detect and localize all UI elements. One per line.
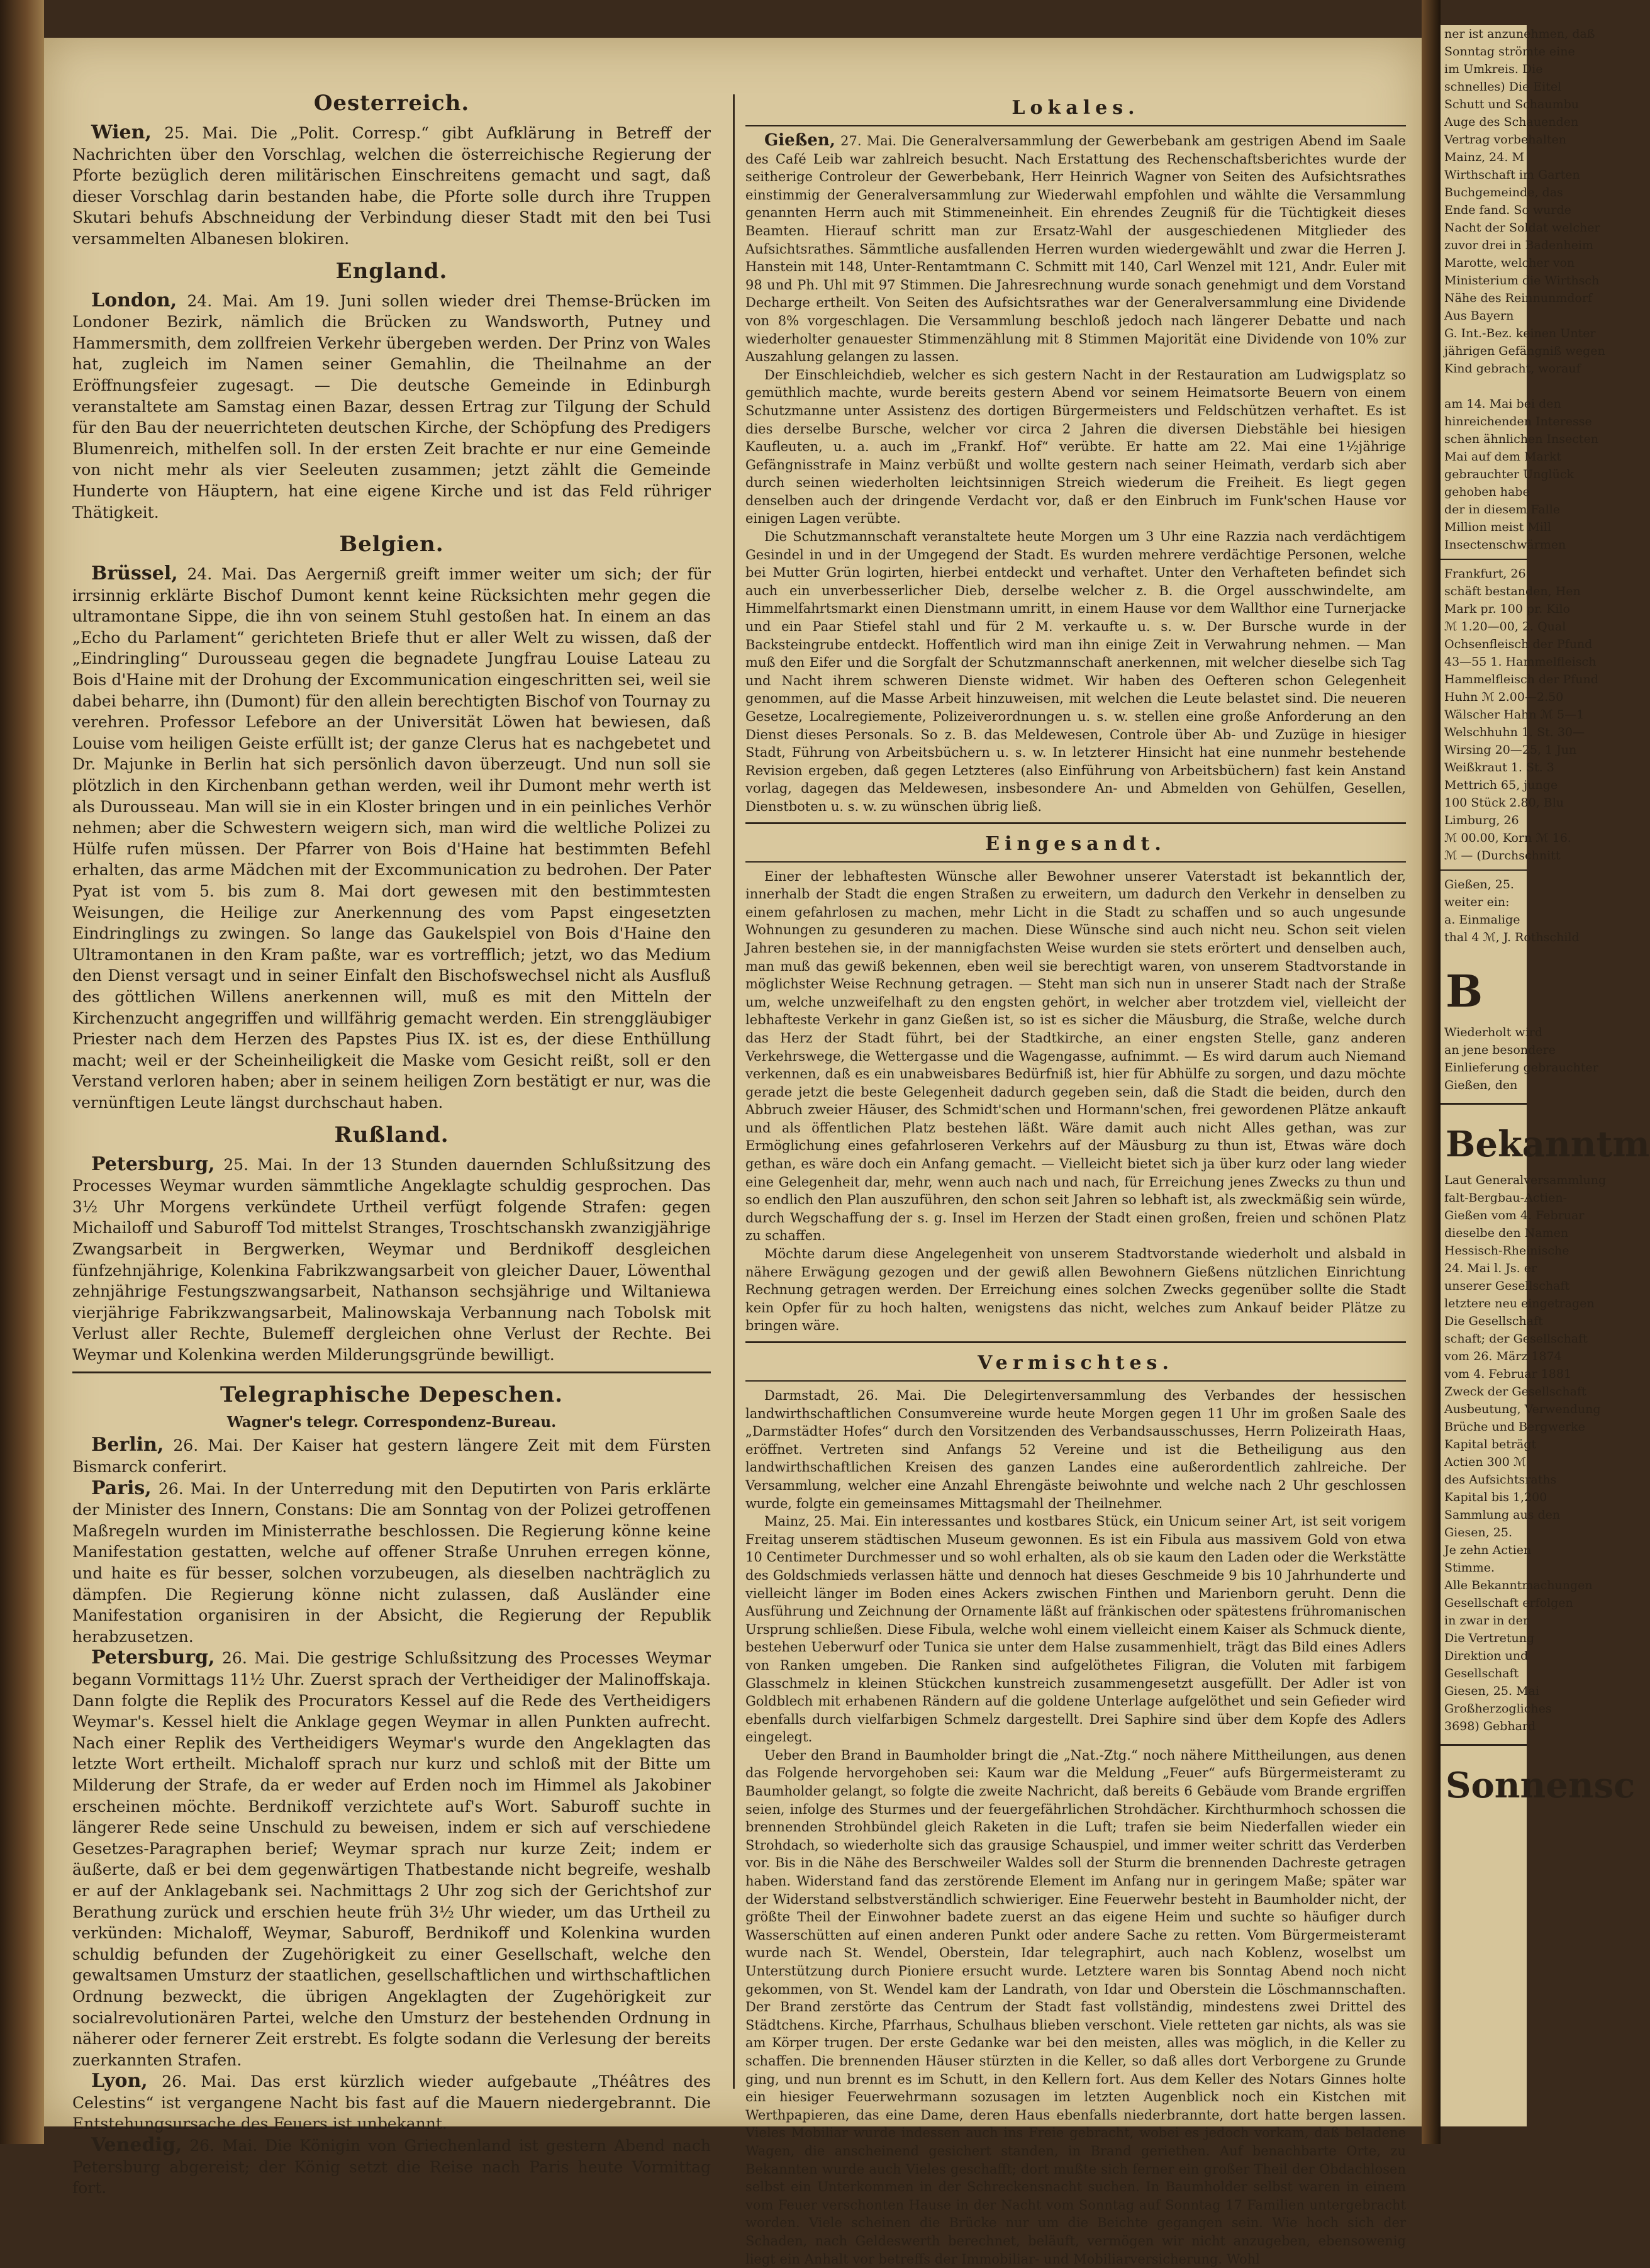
- snippet-line: Limburg, 26: [1444, 813, 1519, 827]
- snippet-line: falt-Bergbau-Actien-: [1444, 1191, 1568, 1205]
- section-heading-lokales: Lokales.: [1012, 97, 1140, 119]
- snippet-line: Aus Bayern: [1444, 309, 1514, 323]
- dispatch-petersburg: [72, 1647, 711, 2070]
- dateline: Mainz,: [764, 1514, 810, 1529]
- snippet-line: Buchgemeinde, das: [1444, 186, 1563, 199]
- snippet-line: Die Gesellschaft: [1444, 1314, 1543, 1328]
- snippet-line: Laut Generalversammlung: [1444, 1173, 1607, 1187]
- section-heading-oesterreich: Oesterreich.: [313, 91, 470, 116]
- snippet-line: 43—55 1. Hammelfleisch: [1444, 655, 1597, 669]
- divider: [1441, 1103, 1527, 1105]
- snippet-line: dieselbe den Namen: [1444, 1226, 1569, 1240]
- market-snippets: [1441, 565, 1598, 864]
- snippet-line: Mainz, 24. M: [1444, 150, 1524, 164]
- divider: [745, 1380, 1406, 1382]
- snippet-line: ner ist anzunehmen, daß: [1444, 27, 1595, 41]
- section-heading-telegraphic: Telegraphische Depeschen.: [220, 1382, 563, 1408]
- dateline: Venedig,: [91, 2134, 182, 2157]
- article-text: 25. Mai. In der 13 Stunden dauernden Schlußsitzung des Processes Weymar wurden sämmtliche Angeklagte schuldig gesprochen. Das 3½ Uhr Morgens verkündete Urtheil verfügt folgende Strafen: gegen Michailoff und Saburoff Tod mittelst Stranges, Troschtschanskh zwanzigjährige Zwangsarbeit in Bergwerken, Weymar und Berdnikoff desgleichen fünfzehnjährige, Kolenkina Fabrikzwangsarbeit von gleicher Dauer, Löwenthal zehnjährige Festungszwangsarbeit, Nathanson sechsjährige und Wiltaniewa vierjährige Fabrikzwangsarbeit, Malinowskaja Verbannung nach Tobolsk mit Verlust aller Rechte, Bulemeff dergleichen ohne Verlust der Rechte. Bei Weymar und Kolenkina werden Milderungsgründe bewilligt.: [72, 1155, 711, 1364]
- snippet-line: Weißkraut 1. St. 3: [1444, 761, 1554, 774]
- snippet-line: Giesen, 25. Mai: [1444, 1684, 1539, 1698]
- snippet-line: G. Int.-Bez. keinen Unter: [1444, 327, 1596, 340]
- dateline: Berlin,: [91, 1434, 164, 1456]
- snippet-line: Alle Bekanntmachungen: [1444, 1578, 1593, 1592]
- snippet-line: jährigen Gefängniß wegen: [1444, 344, 1605, 358]
- dateline: Darmstadt,: [764, 1388, 840, 1403]
- article-text: 26. Mai. Der Kaiser hat gestern längere Zeit mit dem Fürsten Bismarck conferirt.: [72, 1436, 711, 1477]
- dispatch-venedig: [72, 2135, 711, 2199]
- eingesandt-paragraph: Möchte darum diese Angelegenheit von unserem Stadtvorstande wiederholt und alsbald in nähere Erwägung gezogen und der gewiß allen Bewohnern Gießens nützlichen Einrichtung Rechnung getragen werden. Der Erreichung eines solchen Zwecks gegenüber sollte die Stadt kein Opfer für zu hoch halten, wenigstens das nicht, welches zum Ankauf beider Plätze zu bringen wäre.: [745, 1246, 1406, 1334]
- section-heading-belgien: Belgien.: [339, 532, 444, 557]
- snippet-line: gehoben habe: [1444, 485, 1530, 499]
- section-heading-vermischtes: Vermischtes.: [978, 1352, 1174, 1374]
- next-page-snippets: [1441, 25, 1605, 554]
- dateline: Gießen,: [764, 131, 835, 150]
- article-darmstadt: [745, 1387, 1406, 1512]
- dispatch-lyon: [72, 2070, 711, 2135]
- snippet-line: Zweck der Gesellschaft: [1444, 1385, 1586, 1399]
- snippet-line: Gießen, 25.: [1444, 878, 1514, 891]
- dateline: Petersburg,: [91, 1153, 215, 1175]
- snippet-line: schäft bestanden, Hen: [1444, 584, 1581, 598]
- snippet-line: Großherzogliches: [1444, 1702, 1552, 1716]
- snippet-line: Marotte, welcher von: [1444, 256, 1575, 270]
- snippet-line: Gießen vom 4. Februar: [1444, 1209, 1585, 1222]
- snippet-line: Mettrich 65, junge: [1444, 778, 1558, 792]
- article-text: 26. Mai. Das erst kürzlich wieder aufgebaute „Théâtres des Celestins“ ist vergangene Nacht bis fast auf die Mauern niedergebrannt. Die Entstehungsursache des Feuers ist unbekannt.: [72, 2072, 711, 2133]
- snippet-line: Ende fand. So wurde: [1444, 203, 1571, 217]
- snippet-line: schen ähnlichen Insecten: [1444, 432, 1598, 446]
- snippet-line: Sonntag strömte eine: [1444, 45, 1575, 59]
- article-petersburg: [72, 1154, 711, 1366]
- snippet-line: Gießen, den: [1444, 1078, 1518, 1092]
- giessen-snippets: [1441, 876, 1580, 946]
- article-giessen-razzia: [745, 528, 1406, 816]
- snippet-line: Vertrag vorbehalten: [1444, 133, 1566, 147]
- bekannt-snippets: [1441, 1171, 1607, 1735]
- snippet-line: ℳ 1.20—00, 2. Qual: [1444, 620, 1566, 634]
- snippet-line: Actien 300 ℳ: [1444, 1455, 1527, 1469]
- article-text: 25. Mai. Ein interessantes und kostbares Stück, ein Unicum seiner Art, ist seit vorigem Freitag unserem städtischen Museum gewonnen. Es ist ein Fibula aus massivem Gold von etwa 10 Centimeter Durchmesser und so wohl erhalten, als ob sie kaum den Laden oder die Werkstätte des Goldschmieds verlassen hätte und dennoch hat dieses Geschmeide 9 bis 10 Jahrhunderte und vielleicht länger im Boden eines Ackers zwischen Finthen und Marienborn geruht. Denn die Ausführung und Zeichnung der Ornamente läßt auf fränkischen oder spätestens frühromanischen Ursprung schließen. Diese Fibula, welche wohl einem vielleicht einem Kaiser als Schmuck diente, bestehen Ueberwurf oder Tunica sie unter dem Halse zusammenhielt, trägt das Bild eines Adlers von Ranken umgeben. Die Ranken sind aufgelöthetes Filigran, die Voluten mit farbigem Glasschmelz in kleinen Stückchen kunstreich zusammengesetzt ausgefüllt. Der Adler ist von Goldblech mit erhabenen Rändern auf die goldene Unterlage aufgelöthet und sein Gefieder wird ebenfalls durch vielfarbigen Schmelz dargestellt. Drei Saphire sind über dem Kopfe des Adlers eingelegt.: [745, 1514, 1406, 1745]
- article-text: 26. Mai. Die gestrige Schlußsitzung des Processes Weymar begann Vormittags 11½ Uhr. Zuerst sprach der Vertheidiger der Malinoffskaja. Dann folgte die Replik des Procurators Kessel auf die Rede des Vertheidigers Weymar's. Kessel hielt die Anklage gegen Weymar in allen Punkten aufrecht. Nach einer Replik des Vertheidigers Weymar's wurde den Angeklagten das letzte Wort ertheilt. Michaloff sprach nur kurz und schloß mit der Bitte um Milderung der Strafe, da er weder auf Erden noch im Himmel als Jakobiner erscheinen möchte. Berdnikoff verzichtete auf's Wort. Saburoff suchte in längerer Rede seine Unschuld zu beweisen, indem er sich auf verschiedene Gesetzes-Paragraphen berief; Weymar sprach nur kurze Zeit; indem er äußerte, daß er bei dem gegenwärtigen Thatbestande nicht begreife, weshalb er auf der Anklagebank sei. Nachmittags 2 Uhr zog sich der Gerichtshof zur Berathung zurück und erschien heute früh 3½ Uhr wieder, um das Urtheil zu verkünden: Michaloff, Weymar, Saburoff, Berdnikoff und Kolenkina wurden schuldig befunden der Zugehörigkeit zu einer Gesellschaft, welche den gewaltsamen Umsturz der staatlichen, gesellschaftlichen und wirthschaftlichen Ordnung bezweckt, die übrigen Angeklagten der Zugehörigkeit zur socialrevolutionären Partei, welche den Umsturz der bestehenden Ordnung in näherer oder fernerer Zeit erstrebt. Es folgte sodann die Verlesung der bereits zuerkannten Strafen.: [72, 1649, 711, 2069]
- snippet-line: vom 4. Februar 1881: [1444, 1367, 1572, 1381]
- snippet-line: Gesellschaft: [1444, 1667, 1519, 1680]
- snippet-line: Frankfurt, 26: [1444, 567, 1526, 581]
- article-giessen-dieb: [745, 366, 1406, 528]
- eingesandt-paragraph: Einer der lebhaftesten Wünsche aller Bewohner unserer Vaterstadt ist bekanntlich der, innerhalb der Stadt die engen Straßen zu erweitern, um dadurch den Verkehr in denselben zu einem gefahrlosen zu machen, mehr Licht in die Stadt zu schaffen und so auch ungesunde Wohnungen zu gesunderen zu machen. Diese Wünsche sind auch nicht neu. Schon seit vielen Jahren bestehen sie, in der mannigfachsten Weise wurden sie stets erörtert und denselben auch, man muß das gewiß bekennen, eben weil sie berechtigt waren, von unserem Stadtvorstande in möglichster Weise Rechnung getragen. — Steht man sich nun in unserer Stadt nach der Straße um, welche unzweifelhaft zu den engsten gehört, in welcher aber trotzdem viel, vielleicht der lebhafteste Verkehr in ganz Gießen ist, so ist es sicher die Mäusburg, die Straße, welche durch das Herz der Stadt führt, bei der Stadtkirche, an einer engsten Stelle, ganz anderen Verkehrswege, die Wettergasse und die Wagengasse, aufnimmt. — Es wird darum auch Niemand verkennen, daß es ein unabweisbares Bedürfniß ist, hier für Abhülfe zu sorgen, und dazu möchte gerade jetzt die beste Gelegenheit dadurch gegeben sein, daß die Stadt die beiden, durch den Abbruch zweier Häuser, des Schmidt'schen und Hormann'schen, frei gewordenen Plätze ankauft und als öffentlichen Platz bestehen läßt. Wäre damit auch nicht Alles gethan, was zur Ermöglichung eines gefahrloseren Verkehrs auf der Mäusburg zu thun ist, Etwas wäre doch gethan, es wäre doch ein Anfang gemacht. — Vielleicht bietet sich ja über kurz oder lang wieder eine Gelegenheit dar, mehr, wenn auch nach und nach, für Erreichung jenes Zwecks zu thun und so endlich den Plan auszuführen, den schon seit Jahren so lebhaft ist, als zweckmäßig sein würde, durch Wegschaffung der s. g. Insel im Herzen der Stadt einen großen, freien und schönen Platz zu schaffen.: [745, 868, 1406, 1244]
- book-binding: [0, 0, 44, 2144]
- divider: [1441, 869, 1527, 871]
- bekanntmachung-heading: Bekanntm: [1446, 1124, 1650, 1165]
- article-text: 26. Mai. Die Delegirtenversammlung des Verbandes der hessischen landwirthschaftlichen Consumvereine wurde heute Morgen gegen 11 Uhr im großen Saale des „Darmstädter Hofes“ durch den Vorsitzenden des Verbandsausschusses, Herrn Polizeirath Haas, eröffnet. Vertreten sind Anfangs 52 Vereine und ist die Betheiligung aus den landwirthschaftlichen Kreisen des ganzen Landes eine außerordentlich zahlreiche. Der Versammlung, welcher eine Anzahl Ehrengäste beiwohnte und welche nach 2 Uhr geschlossen wurde, folgte ein gemeinsames Mittagsmahl der Theilnehmer.: [745, 1388, 1406, 1511]
- b-snippets: [1441, 1024, 1598, 1094]
- dispatch-berlin: [72, 1434, 711, 1477]
- section-heading-england: England.: [335, 258, 448, 284]
- dateline: London,: [91, 289, 177, 311]
- next-page-edge: [1441, 25, 1650, 2126]
- divider: [1441, 1744, 1527, 1746]
- snippet-line: Nacht der Soldat welcher: [1444, 221, 1600, 235]
- divider: [745, 861, 1406, 863]
- snippet-line: Kapital beträgt: [1444, 1438, 1537, 1451]
- snippet-line: letztere neu eingetragen: [1444, 1297, 1595, 1310]
- snippet-line: Die Vertretung: [1444, 1631, 1535, 1645]
- article-text: 24. Mai. Das Aergerniß greift immer weiter um sich; der für irrsinnig erklärte Bischof Dumont kennt keine Rücksichten mehr gegen die ultramontane Sippe, die ihn von seinem Stuhl gestoßen hat. In einem an das „Echo du Parlament“ gerichteten Briefe thut er aller Welt zu wissen, daß der „Eindringling“ Durousseau gegen die begnadete Jungfrau Louise Lateau zu Bois d'Haine mit der Drohung der Excommunication eingeschritten sei, weil sie dabei beharre, ihn (Dumont) für den allein berechtigten Bischof von Tournay zu verehren. Professor Lefebore an der Universität Löwen hat bewiesen, daß Louise vom heiligen Geiste erfüllt ist; der ganze Clerus hat es nachgebetet und Dr. Majunke in Berlin hat sich persönlich davon überzeugt. Und nun soll sie plötzlich in den Kirchenbann gethan werden, weil ihr Dumont mehr werth ist als Durousseau. Man will sie in ein Kloster bringen und in ein peinliches Verhör nehmen; aber die Schwestern weigern sich, man wird die weltliche Polizei zu Hülfe rufen müssen. Der Pfarrer von Bois d'Haine hat bestimmten Befehl erhalten, das arme Mädchen mit der Excommunication zu bedrohen. Der Pater Pyat ist vom 5. bis zum 8. Mai dort gewesen mit den bestimmtesten Weisungen, die Heilige zur Anerkennung des vom Papst eingesetzten Eindringlings zu zwingen. So lange das Gaukelspiel von Bois d'Haine den Ultramontanen in den Kram paßte, war es vortrefflich; jetzt, wo das Medium den Dienst versagt und in seiner Einfalt den Bischofswechsel nicht als Ausfluß des göttlichen Willens anerkennen will, muß es mit den Mitteln der Kirchenzucht angegriffen und willfährig gemacht werden. Ein strenggläubiger Priester nach dem Herzen des Papstes Pius IX. ist es, der diese Enthüllung macht; weil er der Scheinheiligkeit die Maske vom Gesicht reißt, soll er den Verstand verloren haben; aber in seinem heiligen Zorn bestätigt er nur, was die vernünftigen Leute längst durchschaut haben.: [72, 565, 711, 1112]
- dateline: Paris,: [91, 1477, 152, 1499]
- big-letter-b: B: [1446, 965, 1483, 1017]
- snippet-line: Hessisch-Rheinische: [1444, 1244, 1569, 1258]
- snippet-line: Wirthschaft im Garten: [1444, 168, 1580, 182]
- snippet-line: an jene besondere: [1444, 1043, 1556, 1057]
- snippet-line: Einlieferung gebrauchter: [1444, 1061, 1598, 1075]
- snippet-line: Million meist Mill: [1444, 520, 1551, 534]
- snippet-line: Wiederholt wird: [1444, 1025, 1543, 1039]
- snippet-line: Ministerium die Wirthsch: [1444, 274, 1600, 288]
- article-giessen-bank: [745, 131, 1406, 366]
- snippet-line: Kind gebracht, worauf: [1444, 362, 1581, 376]
- snippet-line: Ochsenfleisch der Pfund: [1444, 637, 1593, 651]
- dateline: Petersburg,: [91, 1646, 215, 1669]
- column-rule: [733, 94, 735, 2089]
- article-text: Ueber den Brand in Baumholder bringt die „Nat.-Ztg.“ noch nähere Mittheilungen, aus denen das Folgende hervorgehoben sei: Kaum war die Meldung „Feuer“ aufs Bürgermeisteramt zu Baumholder gelangt, so folgte die zweite Nachricht, daß bereits 6 Gebäude vom Brande ergriffen seien, infolge des Sturmes und der feuergefährlichen Strohdächer. Kirchthurmhoch schossen die brennenden Strohbündel gleich Raketen in die Luft; trafen sie beim Niederfallen wieder ein Strohdach, so wiederholte sich das grausige Schauspiel, und immer weiter schritt das Verderben vor. Bis in die Nähe des Berschweiler Waldes soll der Sturm die brennenden Dachreste getragen haben. Widerstand fand das zerstörende Element im Anfang nur in geringem Maße; später war der Widerstand selbstverständlich schwieriger. Eine Feuerwehr besteht in Baumholder nicht, der größte Theil der Einwohner badete zuerst an das eigene Heim und suchte so häufiger durch Wasserschütten auf einen anderen Punkt oder andere Sache zu retten. Vom Bürgermeisteramt wurde nach St. Wendel, Oberstein, Idar telegraphirt, auch nach Koblenz, woselbst um Unterstützung durch Pioniere ersucht wurde. Letztere waren bis Sonntag Abend noch nicht gekommen, von St. Wendel kam der Landrath, von Idar und Oberstein die Löschmannschaften. Der Brand zerstörte das Centrum der Stadt fast vollständig, mindestens zwei Drittel des Städtchens. Kirche, Pfarrhaus, Schulhaus blieben verschont. Viele retteten gar nichts, als was sie am Körper trugen. Der erste Gedanke war bei den meisten, alles was möglich, in die Keller zu schaffen. Die brennenden Häuser stürzten in die Keller, so daß alles dort Verborgene zu Grunde ging, und nun brennt es im Schutt, in den Kellern fort. Aus dem Keller des Notars Ginnes holte ein hiesiger Feuerwehrmann sozusagen im letzten Augenblick noch ein Kistchen mit Werthpapieren, das eine Dame, deren Haus ebenfalls niederbrannte, dort hatte bergen lassen. Vieles Mobiliar wurde indessen auch ins Freie gebracht, wobei es jedoch vorkam, daß beladene Wagen, die anscheinend gesichert standen, in Brand geriethen. Auf benachbarte Orte, zu Bekannten wurde auch Vieles geschafft; dort mußte sich ferner ein großer Theil der Obdachlosen selbst ein Unterkommen in der Schreckensnacht suchen. In Baumholder selbst waren in einem vom Feuer verschonten Hause in der Nacht vom Sonntag auf Sonntag 17 Familien untergebracht worden. Viele scheinen die Brücke nur um die Beichte gegangen sein. Wie hoch sich der Schaden, nach Geldeswerth berechnet, beläuft, vermögen wir nicht anzugeben, ebensowenig liegt ein Anhalt vor betreffs der Immobiliar- und Mobiliarversicherung. Wohl: [745, 1747, 1406, 2267]
- page-gutter: [1422, 0, 1441, 2144]
- snippet-line: [1441, 377, 1527, 395]
- snippet-line: unserer Gesellschaft: [1444, 1279, 1570, 1293]
- dateline: Lyon,: [91, 2070, 148, 2092]
- divider: [745, 125, 1406, 126]
- left-column: [72, 82, 711, 2198]
- snippet-line: ℳ 00.00, Korn ℳ 16.: [1444, 831, 1571, 845]
- dateline: Brüssel,: [91, 562, 178, 585]
- article-mainz: [745, 1512, 1406, 1746]
- snippet-line: Direktion und: [1444, 1649, 1529, 1663]
- snippet-line: Welschhuhn 1. St. 30—: [1444, 725, 1585, 739]
- snippet-line: schnelles) Die Eitel: [1444, 80, 1562, 94]
- snippet-line: Nähe des Reinnunmdorf: [1444, 291, 1592, 305]
- snippet-line: vom 26. März 1874: [1444, 1349, 1562, 1363]
- section-heading-eingesandt: Eingesandt.: [985, 832, 1166, 855]
- snippet-line: zuvor drei in Badenheim: [1444, 238, 1594, 252]
- snippet-line: Gesellschaft erfolgen: [1444, 1596, 1573, 1610]
- article-text: Die Schutzmannschaft veranstaltete heute Morgen um 3 Uhr eine Razzia nach verdächtigem Gesindel in und in der Umgegend der Stadt. Es wurden mehrere verdächtige Personen, welche bei Mutter Grün logirten, hierbei entdeckt und verhaftet. Unter den Verhafteten befindet sich auch ein unverbesserlicher Dieb, derselbe welcher z. B. die Orgel ausschwindelte, am Himmelfahrtsmarkt einen Dienstmann umritt, in einem Hause vor dem Wallthor eine Turnerjacke und ein Paar Stiefel stahl und für 2 M. verkaufte u. s. w. Der Bursche wurde in der Backsteingrube entdeckt. Hoffentlich wird man ihn einige Zeit in Verwahrung nehmen. — Man muß den Eifer und die Sorgfalt der Schutzmannschaft anerkennen, mit welcher dieselbe sich Tag und Nacht ihrem schweren Dienste widmet. Wir haben des Oefteren schon Gelegenheit genommen, auf die Masse Arbeit hinzuweisen, mit welchen die Leute belastet sind. Die neueren Gesetze, Localregiemente, Polizeiverordnungen u. s. w. stellen eine große Anforderung an den Dienst dieses Personals. So z. B. das Meldewesen, Controle über Ab- und Zuzüge in hiesiger Stadt, Führung von Arbeitsbüchern u. s. w. In letzterer Hinsicht hat eine nunmehr bestehende Revision ergeben, daß gegen Letzteres (also Einführung von Arbeitsbüchern) fast kein Anstand vorlag, dagegen das Meldewesen, insbesondere An- und Abmelden von Gehülfen, Gesellen, Dienstboten u. s. w. zu wünschen übrig ließ.: [745, 529, 1406, 814]
- snippet-line: gebrauchter Unglück: [1444, 467, 1574, 481]
- divider: [745, 822, 1406, 824]
- snippet-line: Huhn ℳ 2.00—2.50: [1444, 690, 1564, 704]
- article-wien: [72, 122, 711, 250]
- article-text: 26. Mai. In der Unterredung mit den Deputirten von Paris erklärte der Minister des Innern, Constans: Die am Sonntag von der Polizei getroffenen Maßregeln wurden im Ministerrathe beschlossen. Die Regierung könne keine Manifestation gestatten, welche auf offener Straße Unruhen erregen könne, und haite es für besser, solchen vorzubeugen, als dieselben nachträglich zu dämpfen. Die Regierung könne nicht zulassen, daß Ausländer eine Manifestation organisiren in der Absicht, die Regierung der Republik herabzusetzen.: [72, 1479, 711, 1646]
- snippet-line: 3698) Gebhard: [1444, 1719, 1536, 1733]
- dispatch-paris: [72, 1478, 711, 1648]
- snippet-line: Wirsing 20—25, 1 Jun: [1444, 743, 1577, 757]
- snippet-line: Hammelfleisch der Pfund: [1444, 673, 1598, 686]
- snippet-line: des Aufsichtsraths: [1444, 1473, 1557, 1487]
- bureau-subheading: Wagner's telegr. Correspondenz-Bureau.: [226, 1414, 557, 1431]
- snippet-line: 100 Stück 2.80, Blu: [1444, 796, 1564, 810]
- snippet-line: thal 4 ℳ, J. Rothschild: [1444, 930, 1580, 944]
- snippet-line: Kapital bis 1,200: [1444, 1490, 1547, 1504]
- snippet-line: Giesen, 25.: [1444, 1526, 1513, 1539]
- snippet-line: hinreichenden Interesse: [1444, 415, 1592, 428]
- right-column: [745, 88, 1406, 2267]
- snippet-line: Sammlung aus den: [1444, 1508, 1561, 1522]
- snippet-line: Mark pr. 100 pr. Kilo: [1444, 602, 1570, 616]
- snippet-line: am 14. Mai bei den: [1444, 397, 1561, 411]
- snippet-line: Brüche und Bergwerke: [1444, 1420, 1585, 1434]
- article-text: 26. Mai. Die Königin von Griechenland ist gestern Abend nach Petersburg abgereist; der König setzt die Reise nach Paris heute Vormittag fort.: [72, 2137, 711, 2198]
- snippet-line: Wälscher Hahn ℳ 5—1: [1444, 708, 1585, 722]
- snippet-line: der in diesem Falle: [1444, 503, 1561, 517]
- snippet-line: schaft; der Gesellschaft: [1444, 1332, 1588, 1346]
- snippet-line: Mai auf dem Markt: [1444, 450, 1562, 464]
- article-text: 24. Mai. Am 19. Juni sollen wieder drei Themse-Brücken im Londoner Bezirk, nämlich die Brücken zu Wandsworth, Putney und Hammersmith, dem zollfreien Verkehr übergeben werden. Der Prinz von Wales hat, zugleich im Namen seiner Gemahlin, die Theilnahme an der Eröffnungsfeier zugesagt. — Die deutsche Gemeinde in Edinburgh veranstaltete am Samstag einen Bazar, dessen Ertrag zur Tilgung der Schuld für den Bau der neuerrichteten deutschen Kirche, der Schöpfung des Predigers Blumenreich, mithelfen soll. In der ersten Zeit brachte er nur eine Gemeinde von nicht mehr als vier Seeleuten zusammen; jetzt zählt die Gemeinde Hunderte von Häuptern, hat eine eigene Kirche und ist das Feld rühriger Thätigkeit.: [72, 291, 711, 522]
- article-bruessel: [72, 563, 711, 1113]
- snippet-line: Ausbeutung, Verwendung: [1444, 1402, 1601, 1416]
- dateline: Wien,: [91, 121, 152, 143]
- article-text: 27. Mai. Die Generalversammlung der Gewerbebank am gestrigen Abend im Saale des Café Leib war zahlreich besucht. Nach Erstattung des Rechenschaftsberichtes wurde der seitherige Controleur der Gewerbebank, Herr Heinrich Wagner von Seiten des Aufsichtsrathes einstimmig der Generalversammlung zur Wiederwahl empfohlen und wählte die Versammlung genannten Herrn auch mit Stimmeneinheit. Ein ehrendes Zeugniß für die Tüchtigkeit dieses Beamten. Hierauf schritt man zur Ersatz-Wahl der ausgeschiedenen Mitglieder des Aufsichtsrathes. Sämmtliche ausfallenden Herren wurden wiedergewählt und zwar die Herren J. Hanstein mit 148, Unter-Rentamtmann C. Schmitt mit 140, Carl Wenzel mit 121, Andr. Euler mit 98 und Ph. Uhl mit 97 Stimmen. Die Jahresrechnung wurde sonach genehmigt und dem Vorstand Decharge ertheilt. Von Seiten des Aufsichtsrathes war der Generalversammlung eine Dividende von 8% vorgeschlagen. Die Versammlung beschloß jedoch nach längerer Debatte und nach wiederholter genauester Stimmenzählung mit 8 Stimmen Majorität eine Dividende von 10% zur Auszahlung gelangen zu lassen.: [745, 133, 1406, 365]
- snippet-line: im Umkreis. Die: [1444, 62, 1543, 76]
- section-heading-russland: Rußland.: [334, 1122, 449, 1148]
- snippet-line: 24. Mai l. Js. er: [1444, 1261, 1537, 1275]
- article-text: Der Einschleichdieb, welcher es sich gestern Nacht in der Restauration am Ludwigsplatz so gemüthlich machte, wurde bereits gestern Abend vor seinem Heimatsorte Beuern von einem Schutzmanne unter Assistenz des dortigen Bürgermeisters und Feldschützen verhaftet. Es ist dies derselbe Bursche, welcher vor circa 2 Jahren die diversen Diebstähle bei hiesigen Kaufleuten, u. a. auch im „Frankf. Hof“ verübte. Er hatte am 22. Mai eine 1½jährige Gefängnisstrafe in Mainz verbüßt und wollte gestern nach seiner Heimath, verdarb sich aber durch seinen wiederholten leichtsinnigen Streich wiederum die Freiheit. Es liegt gegen denselben auch der dringende Verdacht vor, daß er den Einbruch im Funk'schen Hause vor einigen Lagen verübte.: [745, 367, 1406, 527]
- snippet-line: a. Einmalige: [1444, 913, 1520, 927]
- divider: [745, 1341, 1406, 1343]
- snippet-line: Schutt und Schaumbu: [1444, 98, 1579, 111]
- snippet-line: Je zehn Actien: [1444, 1543, 1532, 1557]
- sonnenschirme-heading: Sonnensc: [1446, 1765, 1636, 1806]
- snippet-line: Insectenschwärmen: [1444, 538, 1566, 552]
- snippet-line: in zwar in der: [1444, 1614, 1529, 1628]
- snippet-line: Stimme.: [1444, 1561, 1495, 1575]
- divider: [72, 1371, 711, 1373]
- divider: [1441, 559, 1527, 560]
- snippet-line: Auge des Schauenden: [1444, 115, 1579, 129]
- article-london: [72, 290, 711, 523]
- article-text: 25. Mai. Die „Polit. Corresp.“ gibt Aufklärung in Betreff der Nachrichten über den Vorschlag, welchen die österreichische Regierung der Pforte bezüglich deren militärischen Einschreitens gemacht und sagt, daß dieser Vorschlag darin bestanden habe, die Pforte solle durch ihre Truppen Skutari behufs Abschneidung der Verbindung dieser Stadt mit den bei Tusi versammelten Albanesen blokiren.: [72, 124, 711, 248]
- snippet-line: weiter ein:: [1444, 895, 1510, 909]
- article-baumholder: [745, 1746, 1406, 2268]
- snippet-line: ℳ — (Durchschnitt: [1444, 849, 1561, 863]
